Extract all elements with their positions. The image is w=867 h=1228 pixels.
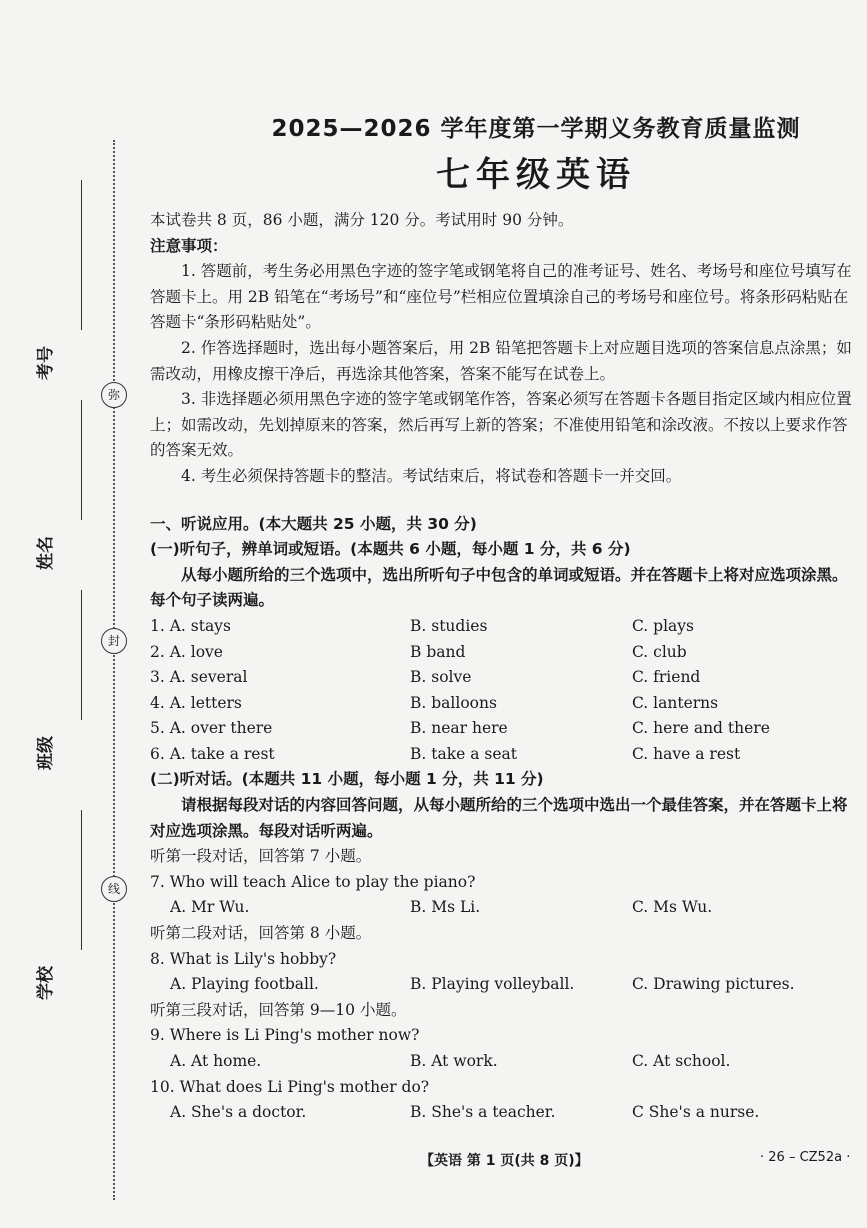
- page-footer: 【英语 第 1 页(共 8 页)】: [420, 1153, 589, 1169]
- seal-mark: 弥: [101, 382, 127, 408]
- option-a: 6. A. take a rest: [150, 744, 275, 763]
- binding-margin: [0, 0, 140, 1228]
- field-underline: [81, 590, 82, 720]
- seal-dotted-line: [113, 140, 115, 1200]
- option-b: B. balloons: [410, 693, 497, 712]
- option-a: 3. A. several: [150, 668, 248, 687]
- option-a: A. She's a doctor.: [170, 1103, 307, 1122]
- option-c: C She's a nurse.: [632, 1103, 760, 1122]
- subject-title: 七年级英语: [436, 155, 636, 195]
- option-c: C. Drawing pictures.: [632, 975, 795, 994]
- intro-text: 本试卷共 8 页，86 小题，满分 120 分。考试用时 90 分钟。: [150, 211, 574, 229]
- part-heading: 一、听说应用。(本大题共 25 小题，共 30 分): [150, 514, 477, 533]
- field-name[interactable]: [36, 400, 96, 570]
- option-a: A. At home.: [170, 1052, 262, 1070]
- option-b: B. solve: [410, 668, 472, 687]
- option-a: 4. A. letters: [150, 693, 242, 712]
- notice-item: 1. 答题前，考生务必用黑色字迹的签字笔或钢笔将自己的准考证号、姓名、考场号和座位号填写在答题卡上。用 2B 铅笔在“考场号”和“座位号”栏相应位置填涂自己的考场号和座位号。将条形码粘贴在答题卡“条形码粘贴处”。: [150, 262, 852, 332]
- field-exam-number[interactable]: [36, 180, 96, 380]
- option-c: C. have a rest: [632, 744, 741, 763]
- field-school[interactable]: [36, 810, 96, 1000]
- field-underline: [81, 180, 82, 330]
- notice-item: 4. 考生必须保持答题卡的整洁。考试结束后，将试卷和答题卡一并交回。: [181, 466, 682, 485]
- exam-title: 2025—2026 学年度第一学期义务教育质量监测: [271, 116, 801, 142]
- option-b: B. Playing volleyball.: [410, 975, 575, 994]
- option-c: C. friend: [632, 668, 701, 687]
- option-c: C. Ms Wu.: [632, 898, 713, 917]
- question-row: [150, 640, 862, 666]
- notice-item: 2. 作答选择题时，选出每小题答案后，用 2B 铅笔把答题卡上对应题目选项的答案信息点涂黑；如需改动，用橡皮擦干净后，再选涂其他答案，答案不能写在试卷上。: [150, 338, 852, 383]
- question-row: [150, 1100, 862, 1126]
- option-c: C. club: [632, 642, 687, 661]
- field-label: 学校: [36, 966, 56, 1000]
- question-row: [150, 614, 862, 640]
- option-b: B. studies: [410, 616, 488, 635]
- exam-content: [150, 110, 862, 1126]
- option-c: C. At school.: [632, 1052, 731, 1070]
- field-underline: [81, 400, 82, 520]
- question-row: [150, 972, 862, 998]
- option-a: A. Playing football.: [170, 975, 319, 994]
- field-class[interactable]: [36, 590, 96, 770]
- dialogue-intro: 听第三段对话，回答第 9—10 小题。: [150, 1000, 407, 1019]
- option-c: C. lanterns: [632, 693, 719, 712]
- question-row: [150, 691, 862, 717]
- option-a: A. Mr Wu.: [170, 898, 250, 917]
- section-instruction: 从每小题所给的三个选项中，选出所听句子中包含的单词或短语。并在答题卡上将对应选项涂黑。每个句子读两遍。: [150, 565, 848, 610]
- question-row: [150, 665, 862, 691]
- field-label: 考号: [36, 346, 56, 380]
- seal-mark: 封: [101, 628, 127, 654]
- option-c: C. plays: [632, 616, 694, 635]
- option-b: B. She's a teacher.: [410, 1103, 556, 1122]
- option-c: C. here and there: [632, 719, 770, 738]
- notice-heading: 注意事项：: [150, 236, 228, 255]
- question-stem: 8. What is Lily's hobby?: [150, 949, 337, 968]
- exam-code: · 26 – CZ52a ·: [760, 1150, 851, 1165]
- dialogue-intro: 听第二段对话，回答第 8 小题。: [150, 924, 372, 943]
- section-heading: (二)听对话。(本题共 11 小题，每小题 1 分，共 11 分): [150, 770, 544, 789]
- section-heading: (一)听句子，辨单词或短语。(本题共 6 小题，每小题 1 分，共 6 分): [150, 540, 631, 559]
- field-underline: [81, 810, 82, 950]
- question-stem: 9. Where is Li Ping's mother now?: [150, 1026, 420, 1045]
- section-instruction: 请根据每段对话的内容回答问题，从每小题所给的三个选项中选出一个最佳答案，并在答题卡上将对应选项涂黑。每段对话听两遍。: [150, 796, 848, 840]
- question-row: [150, 1049, 862, 1075]
- option-b: B band: [410, 642, 466, 661]
- dialogue-intro: 听第一段对话，回答第 7 小题。: [150, 847, 372, 866]
- question-stem: 7. Who will teach Alice to play the piano?: [150, 872, 476, 891]
- field-label: 姓名: [36, 536, 56, 570]
- question-stem: 10. What does Li Ping's mother do?: [150, 1077, 430, 1096]
- option-a: 5. A. over there: [150, 719, 273, 738]
- option-a: 2. A. love: [150, 642, 223, 661]
- notice-item: 3. 非选择题必须用黑色字迹的签字笔或钢笔作答，答案必须写在答题卡各题目指定区域内相应位置上；如需改动，先划掉原来的答案，然后再写上新的答案；不准使用铅笔和涂改液。不按以上要求作答的答案无效。: [150, 390, 852, 460]
- question-row: [150, 895, 862, 921]
- question-row: [150, 742, 862, 768]
- option-a: 1. A. stays: [150, 616, 231, 635]
- field-label: 班级: [36, 736, 56, 770]
- option-b: B. take a seat: [410, 744, 517, 763]
- option-b: B. Ms Li.: [410, 898, 481, 917]
- option-b: B. At work.: [410, 1052, 498, 1070]
- question-row: [150, 716, 862, 742]
- seal-mark: 线: [101, 876, 127, 902]
- option-b: B. near here: [410, 719, 508, 738]
